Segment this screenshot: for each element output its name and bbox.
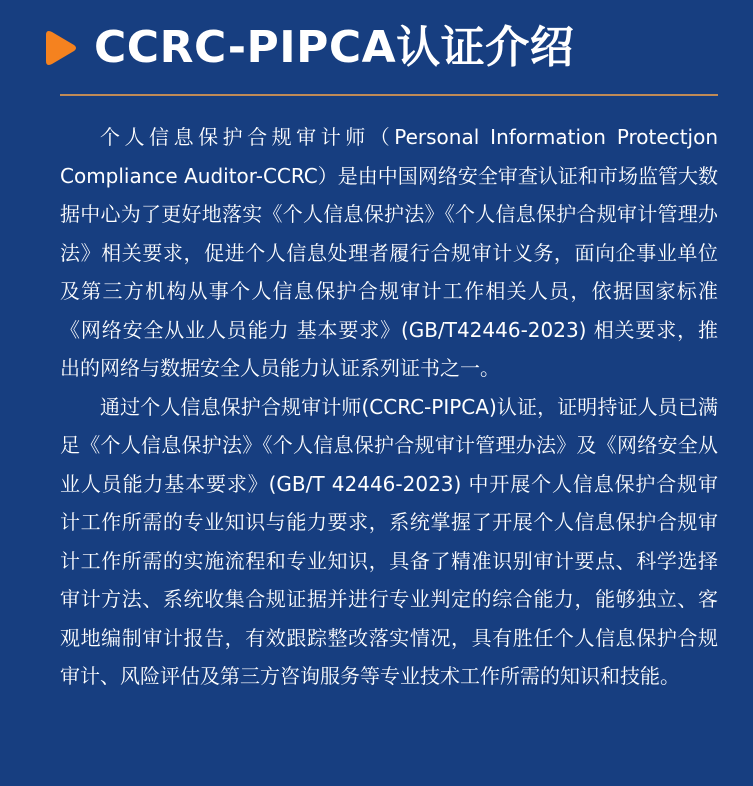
- divider: [60, 94, 718, 96]
- play-icon: [40, 28, 80, 68]
- page-title: CCRC-PIPCA认证介绍: [94, 22, 575, 73]
- intro-body: [60, 118, 718, 696]
- intro-paragraph-2: 通过个人信息保护合规审计师(CCRC-PIPCA)认证，证明持证人员已满足《个人信息保护法》《个人信息保护合规审计管理办法》及《网络安全从业人员能力基本要求》(GB/T 42446-2023) 中开展个人信息保护合规审计工作所需的专业知识与能力要求，系统掌握了开展个人信息保护合规审计工作所需的实施流程和专业知识，具备了精准识别审计要点、科学选择审计方法、系统收集合规证据并进行专业判定的综合能力，能够独立、客观地编制审计报告，有效跟踪整改落实情况，具有胜任个人信息保护合规审计、风险评估及第三方咨询服务等专业技术工作所需的知识和技能。: [60, 394, 718, 688]
- section-header: [40, 18, 574, 78]
- intro-paragraph-1: 个人信息保护合规审计师（Personal Information Protectjon Compliance Auditor-CCRC）是由中国网络安全审查认证和市场监管大数据中心为了更好地落实《个人信息保护法》《个人信息保护合规审计管理办法》相关要求，促进个人信息处理者履行合规审计义务，面向企事业单位及第三方机构从事个人信息保护合规审计工作相关人员，依据国家标准《网络安全从业人员能力 基本要求》(GB/T42446-2023) 相关要求，推出的网络与数据安全人员能力认证系列证书之一。: [60, 125, 718, 380]
